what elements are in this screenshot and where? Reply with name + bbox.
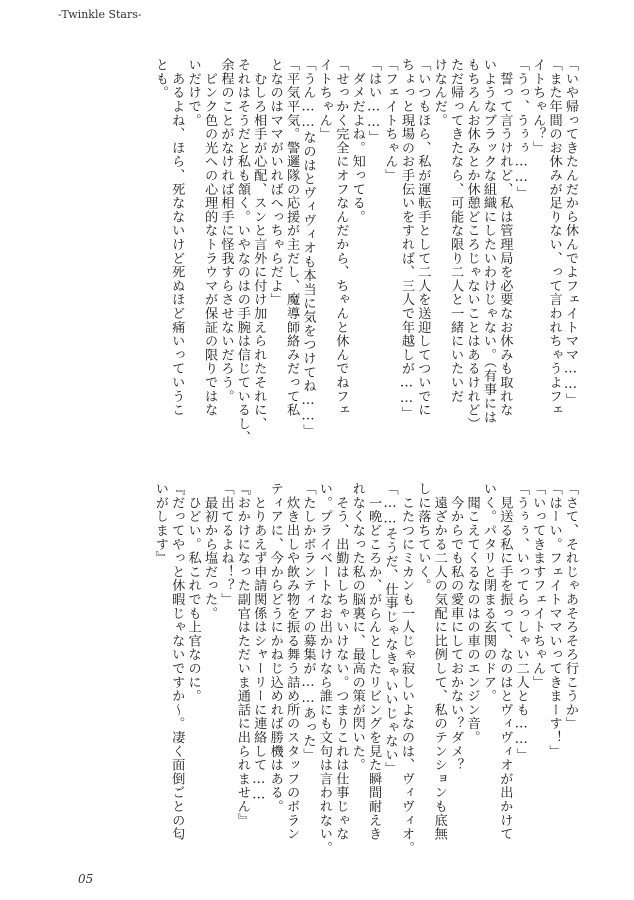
text-column: いようなブラックな組織にしたいわけじゃない。（有事には: [480, 58, 496, 424]
text-column: 最初から塩だった。: [202, 482, 218, 620]
text-column: 『だってやっと休暇じゃないですか～。凄く面倒ごとの匂: [169, 482, 185, 841]
text-column: 「フェイトちゃん」: [382, 58, 398, 183]
text-column: しに落ちていく。: [415, 482, 431, 593]
text-column: 「出てるよね！？」: [218, 482, 234, 607]
text-column: もちろんお休みとか休憩どころじゃないことはあるけれど）: [464, 58, 480, 431]
text-column: それはそうだと私も頷く。いやなのはの手腕は信じているし、: [234, 58, 250, 445]
page-number: 05: [78, 872, 94, 886]
text-column: れなくなった私の脳裏に、最高の策が閃いた。: [349, 482, 365, 772]
text-column: 一晩どころか、がらんとしたリビングを見た瞬間耐えき: [366, 482, 382, 841]
text-block-lower: [60, 482, 578, 864]
text-column: イトちゃん？」: [530, 58, 546, 155]
text-column: ピンク色の光への心理的なトラウマが保証の限りではな: [202, 58, 218, 417]
text-column: いがします』: [152, 482, 168, 565]
running-header: -Twinkle Stars-: [58, 8, 142, 21]
text-column: 余程のことがなければ相手に怪我すらさせないだろう。: [218, 58, 234, 403]
text-column: 「うん……なのはとヴィヴィオも本当に気をつけてね……」: [300, 58, 316, 438]
text-column: いく。パタリと閉まる玄関のドア。: [480, 482, 496, 703]
text-column: 聞こえてくるなのはの車のエンジン音。: [464, 482, 480, 745]
text-column: 『おかけになった副官はただいま通話に出られません』: [234, 482, 250, 827]
text-column: 「たしかボランティアの募集が……あった」: [300, 482, 316, 762]
text-column: 炊き出しや飲み物を振る舞う詰め所のスタッフのボラン: [284, 482, 300, 841]
text-column: ティアに、今からどうにかねじ込めれば勝機はある。: [267, 482, 283, 814]
text-column: 「いってきますフェイトちゃん」: [530, 482, 546, 689]
text-column: 遠ざかる二人の気配に比例して、私のテンションも底無: [431, 482, 447, 841]
text-column: 「平気平気。警邏隊の応援が主だし、魔導師絡みだって私: [284, 58, 300, 417]
text-column: 「はーい。フェイトママいってきまーす！」: [546, 482, 562, 758]
text-column: ちょっと現場のお手伝いをすれば、三人で年越しが……」: [398, 58, 414, 421]
text-column: 「いや帰ってきたんだから休んでよフェイトママ……」: [563, 58, 578, 407]
text-column: 「また年間のお休みが足りない、って言われちゃうよフェ: [546, 58, 562, 417]
text-column: そう、出勤はしちゃいけない。つまりこれは仕事じゃな: [333, 482, 349, 841]
text-column: 「さて、それじゃあそろそろ行こうか」: [563, 482, 578, 731]
text-column: 「せっかく完全にオフなんだから、ちゃんと休んでねフェ: [333, 58, 349, 417]
text-column: イトちゃん」: [316, 58, 332, 141]
text-column: 「……そうだ、仕事じゃなきゃいいじゃない」: [382, 482, 398, 776]
text-column: いだけで。: [185, 58, 201, 127]
text-column: こたつにミカンも一人じゃ寂しいよなのは、ヴィヴィオ。: [398, 482, 414, 855]
text-column: 「はい……」: [366, 58, 382, 145]
text-column: 「うぅぅ、いってらっしゃい二人とも……」: [513, 482, 529, 762]
text-column: 誓って言うけれど、私は管理局を必要なお休みも取れな: [497, 58, 513, 417]
text-column: とりあえず申請関係はシャーリーに連絡して……: [251, 482, 267, 803]
text-column: 見送る私に手を振って、なのはとヴィヴィオが出かけて: [497, 482, 513, 841]
text-column: 「うっ、うぅぅ……」: [513, 58, 529, 200]
text-column: い。プライベートなお出かけなら誰にも文句は言われない。: [316, 482, 332, 855]
text-column: 今からでも私の愛車にしておかない？ダメ？: [448, 482, 464, 772]
text-block-upper: [60, 58, 578, 478]
text-column: とも。: [152, 58, 168, 100]
text-column: ひどい。私これでも上官なのに。: [185, 482, 201, 703]
text-column: 「いつもほら、私が運転手として二人を送迎してついでに: [415, 58, 431, 417]
text-column: むしろ相手が心配、スンと言外に付け加えられたそれに、: [251, 58, 267, 431]
text-column: となのはママがいればへっちゃらだよ」: [267, 58, 283, 307]
text-column: けなんだ。: [431, 58, 447, 127]
text-column: ダメだよね。知ってる。: [349, 58, 365, 224]
text-column: ただ帰ってきたなら、可能な限り二人と一緒にいたいだ: [448, 58, 464, 403]
text-column: あるよね、ほら、死なないけど死ぬほど痛いっていうこ: [169, 58, 185, 417]
